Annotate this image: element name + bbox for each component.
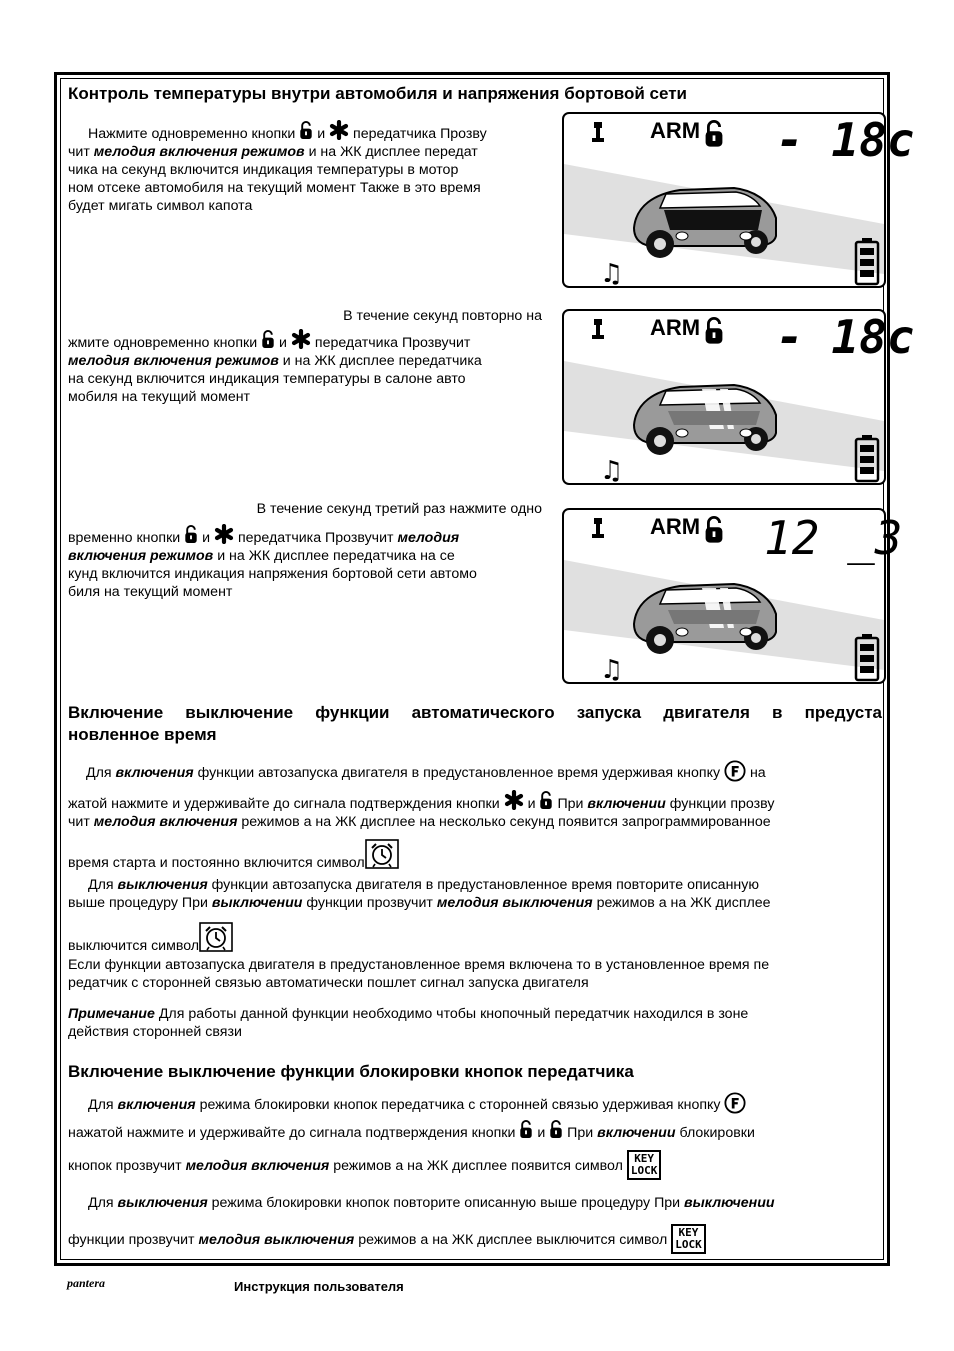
text: мобиля на текущий момент xyxy=(68,389,251,405)
text: режима блокировки кнопок передатчика с сторонней связью удерживая кнопку xyxy=(199,1097,721,1113)
arm-label: ARM xyxy=(650,514,701,539)
text: функции автозапуска двигателя в предустановленное время повторите описанную xyxy=(211,877,759,893)
lock-icon xyxy=(539,791,553,810)
lock-open-icon xyxy=(549,1120,563,1139)
lcd-scene xyxy=(564,113,915,289)
text: будет мигать символ капота xyxy=(68,198,253,214)
text: режимов а на ЖК дисплее появится символ xyxy=(333,1158,623,1174)
emphasis: включения xyxy=(117,1097,196,1113)
text: выключится символ xyxy=(68,938,200,954)
text: редатчик с сторонней связью автоматически пошлет сигнал запуска двигателя xyxy=(68,975,589,991)
text: режима блокировки кнопок повторите описанную выше процедуру При xyxy=(211,1195,681,1211)
text: Нажмите одновременно кнопки xyxy=(88,126,296,142)
section2-para1 xyxy=(68,760,886,872)
melody-name: мелодия включения xyxy=(93,814,238,830)
lock-icon xyxy=(706,121,723,146)
text: на xyxy=(749,765,766,781)
text: и на ЖК дисплее передатчика xyxy=(282,353,482,369)
arm-label: ARM xyxy=(650,118,701,143)
text: функции прозвучит xyxy=(306,895,433,911)
star-icon xyxy=(329,120,349,140)
emphasis: выключения xyxy=(117,877,208,893)
lock-icon xyxy=(299,121,313,140)
text: В течение секунд третий раз нажмите одно xyxy=(256,501,542,517)
text: чит xyxy=(68,144,90,160)
lock-icon xyxy=(184,525,198,544)
text: новленное время xyxy=(68,725,217,744)
melody-name: мелодия включения режимов xyxy=(68,353,279,369)
text: биля на текущий момент xyxy=(68,584,233,600)
melody-name: мелодия выключения xyxy=(198,1232,355,1248)
f-button-icon xyxy=(724,760,746,782)
key-icon xyxy=(592,518,604,538)
text: кнопок прозвучит xyxy=(68,1158,182,1174)
text: временно кнопки xyxy=(68,530,181,546)
section1-step2 xyxy=(68,307,548,406)
text: и xyxy=(537,1125,546,1141)
melody-name: мелодия включения xyxy=(185,1158,330,1174)
lcd-scene xyxy=(564,310,915,486)
section3-title: Включение выключение функции блокировки кнопок передатчика xyxy=(68,1062,634,1081)
text: Если функции автозапуска двигателя в предустановленное время включена то в установленное время пе xyxy=(68,957,770,973)
text: действия сторонней связи xyxy=(68,1024,242,1040)
text: режимов а на ЖК дисплее на несколько секунд появится запрограммированное xyxy=(241,814,771,830)
text: Для работы данной функции необходимо чтобы кнопочный передатчик находился в зоне xyxy=(158,1006,749,1022)
alarm-clock-icon xyxy=(365,839,399,869)
emphasis: включения xyxy=(115,765,194,781)
section1-step3 xyxy=(68,500,548,601)
text: и xyxy=(202,530,211,546)
text: Для xyxy=(88,1195,114,1211)
lcd-display-cabin-temp xyxy=(562,309,915,486)
text: на секунд включится индикация температуры в салоне авто xyxy=(68,371,466,387)
arm-label: ARM xyxy=(650,315,701,340)
f-button-icon xyxy=(724,1092,746,1114)
text: передатчика Прозвучит xyxy=(314,335,471,351)
voltage-readout: 12 _3 xyxy=(764,511,903,565)
note-label: Примечание xyxy=(68,1006,155,1022)
section1-title: Контроль температуры внутри автомобиля и напряжения бортовой сети xyxy=(68,84,687,103)
text: передатчика Прозвучит xyxy=(237,530,394,546)
text: жмите одновременно кнопки xyxy=(68,335,258,351)
music-note-icon: ♫ xyxy=(600,456,624,486)
star-icon xyxy=(291,329,311,349)
music-note-icon: ♫ xyxy=(600,655,624,685)
melody-name: мелодия выключения xyxy=(436,895,593,911)
text: KEY xyxy=(678,1226,699,1239)
key-lock-icon xyxy=(671,1224,706,1254)
music-note-icon: ♫ xyxy=(600,259,624,289)
key-icon xyxy=(592,319,604,339)
text: кунд включится индикация напряжения бортовой сети автомо xyxy=(68,566,477,582)
emphasis: выключении xyxy=(684,1195,775,1211)
section2-note xyxy=(68,1005,886,1041)
text: Для xyxy=(88,877,114,893)
text: Включение выключение функции автоматического запуска двигателя в предуста xyxy=(68,703,882,722)
temp-readout: - 18c xyxy=(776,113,915,167)
text: функции прозву xyxy=(669,796,775,812)
section2-para3 xyxy=(68,956,886,992)
text: KEY xyxy=(634,1152,655,1165)
text: нажатой нажмите и удерживайте до сигнала подтверждения кнопки xyxy=(68,1125,516,1141)
text: При xyxy=(567,1125,594,1141)
text: В течение секунд повторно на xyxy=(343,308,542,324)
text: Для xyxy=(88,1097,114,1113)
lcd-display-voltage xyxy=(562,508,903,685)
text: При xyxy=(557,796,584,812)
alarm-clock-icon xyxy=(199,922,233,952)
footer-text: Инструкция пользователя xyxy=(234,1279,404,1294)
text: LOCK xyxy=(630,1164,658,1177)
temp-readout: - 18c xyxy=(776,310,915,364)
lock-icon xyxy=(706,517,723,542)
key-icon xyxy=(592,122,604,142)
star-icon xyxy=(214,524,234,544)
section3-para2 xyxy=(68,1194,886,1254)
text: чит xyxy=(68,814,90,830)
pantera-logo: pantera xyxy=(67,1276,106,1290)
text: и xyxy=(317,126,326,142)
section1-step1 xyxy=(68,120,548,215)
text: Для xyxy=(86,765,112,781)
text: и xyxy=(279,335,287,351)
text: и на ЖК дисплее передат xyxy=(308,144,478,160)
text: жатой нажмите и удерживайте до сигнала подтверждения кнопки xyxy=(68,796,500,812)
text: функции автозапуска двигателя в предустановленное время удерживая кнопку xyxy=(197,765,721,781)
text: чика на секунд включится индикация температуры в мотор xyxy=(68,162,459,178)
text: передатчика Прозву xyxy=(353,126,487,142)
text: функции прозвучит xyxy=(68,1232,195,1248)
text: и xyxy=(527,796,536,812)
key-lock-icon xyxy=(627,1150,662,1180)
emphasis: включении xyxy=(597,1125,676,1141)
section2-title xyxy=(68,702,882,746)
lcd-scene xyxy=(564,510,903,685)
lock-icon xyxy=(519,1120,533,1139)
text: время старта и постоянно включится символ xyxy=(68,855,365,871)
text: режимов а на ЖК дисплее выключится символ xyxy=(358,1232,668,1248)
text: LOCK xyxy=(675,1238,702,1251)
text: выше процедуру При xyxy=(68,895,208,911)
melody-name: мелодия xyxy=(397,530,460,546)
text: ном отсеке автомобиля на текущий момент Также в это время xyxy=(68,180,481,196)
text: блокировки xyxy=(679,1125,755,1141)
melody-name: включения режимов xyxy=(68,548,214,564)
lcd-display-engine-temp xyxy=(562,112,915,289)
lock-open-icon xyxy=(261,330,275,349)
text: и на ЖК дисплее передатчика на се xyxy=(217,548,455,564)
melody-name: мелодия включения режимов xyxy=(93,144,305,160)
emphasis: выключении xyxy=(211,895,303,911)
star-icon xyxy=(504,790,524,810)
lock-icon xyxy=(706,318,723,343)
section2-para2 xyxy=(68,876,886,955)
emphasis: выключения xyxy=(117,1195,208,1211)
section3-para1 xyxy=(68,1092,886,1180)
text: режимов а на ЖК дисплее xyxy=(596,895,771,911)
emphasis: включении xyxy=(587,796,666,812)
